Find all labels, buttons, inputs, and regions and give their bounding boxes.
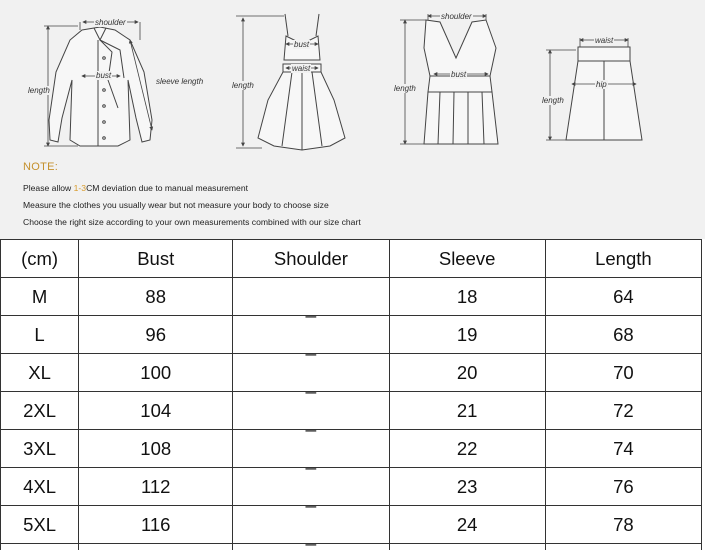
bust-cell: 112 — [79, 468, 233, 506]
note-line-1-highlight: 1-3 — [74, 183, 86, 193]
sleeve-cell: 18 — [389, 278, 545, 316]
note-line-3: Choose the right size according to your own measurements combined with our size chart — [23, 214, 703, 231]
shoulder-cell: _ — [233, 430, 389, 468]
note-line-1-suffix: CM deviation due to manual measurement — [86, 183, 248, 193]
shoulder-cell: _ — [233, 354, 389, 392]
dress-icon — [258, 14, 345, 150]
table-row — [1, 430, 702, 468]
blouse-shoulder-label: shoulder — [94, 18, 127, 27]
sleeve-cell: 22 — [389, 430, 545, 468]
length-cell: 64 — [545, 278, 701, 316]
length-cell: 74 — [545, 430, 701, 468]
skirt-icon — [566, 47, 642, 140]
cut-cell — [1, 544, 79, 550]
table-row — [1, 278, 702, 316]
header-length: Length — [545, 240, 701, 278]
size-cell: 2XL — [1, 392, 79, 430]
cut-cell — [389, 544, 545, 550]
blouse-sleeve-length-label: sleeve length — [155, 77, 204, 86]
bust-cell: 96 — [79, 316, 233, 354]
length-cell: 78 — [545, 506, 701, 544]
note-line-1 — [23, 180, 703, 197]
tank-shoulder-label: shoulder — [440, 12, 473, 21]
header-unit: (cm) — [1, 240, 79, 278]
bust-cell: 100 — [79, 354, 233, 392]
shoulder-cell: _ — [233, 506, 389, 544]
skirt-hip-label: hip — [595, 80, 608, 89]
table-row-cut-off — [1, 544, 702, 550]
skirt-waist-label: waist — [594, 36, 614, 45]
blouse-bust-label: bust — [95, 71, 112, 80]
note-line-1-prefix: Please allow — [23, 183, 74, 193]
sleeve-cell: 23 — [389, 468, 545, 506]
size-cell: L — [1, 316, 79, 354]
shoulder-cell: _ — [233, 316, 389, 354]
table-row — [1, 354, 702, 392]
blouse-length-label: length — [27, 86, 51, 95]
table-row — [1, 392, 702, 430]
dress-waist-label: waist — [291, 64, 311, 73]
bust-cell: 104 — [79, 392, 233, 430]
size-cell: 3XL — [1, 430, 79, 468]
length-cell: 72 — [545, 392, 701, 430]
bust-cell: 108 — [79, 430, 233, 468]
length-cell: 76 — [545, 468, 701, 506]
shoulder-cell: _ — [233, 392, 389, 430]
tank-length-label: length — [393, 84, 417, 93]
size-table — [0, 239, 702, 550]
table-header-row — [1, 240, 702, 278]
size-cell: 5XL — [1, 506, 79, 544]
size-cell: 4XL — [1, 468, 79, 506]
table-row — [1, 468, 702, 506]
length-cell: 68 — [545, 316, 701, 354]
bust-cell: 88 — [79, 278, 233, 316]
measurement-guide-panel — [0, 0, 705, 239]
shoulder-cell: _ — [233, 468, 389, 506]
skirt-length-label: length — [541, 96, 565, 105]
sleeve-cell: 20 — [389, 354, 545, 392]
dress-length-label: length — [231, 81, 255, 90]
cut-cell — [545, 544, 701, 550]
size-cell: XL — [1, 354, 79, 392]
table-row — [1, 506, 702, 544]
tank-bust-label: bust — [450, 70, 467, 79]
note-line-2: Measure the clothes you usually wear but not measure your body to choose size — [23, 197, 703, 214]
note-title: NOTE: — [23, 161, 703, 173]
blouse-icon — [49, 27, 152, 146]
header-sleeve: Sleeve — [389, 240, 545, 278]
note-block — [23, 161, 703, 231]
table-row — [1, 316, 702, 354]
length-cell: 70 — [545, 354, 701, 392]
sleeve-cell: 24 — [389, 506, 545, 544]
size-cell: M — [1, 278, 79, 316]
sleeve-cell: 19 — [389, 316, 545, 354]
cut-cell — [79, 544, 233, 550]
sleeve-cell: 21 — [389, 392, 545, 430]
dress-bust-label: bust — [293, 40, 310, 49]
shoulder-cell: _ — [233, 278, 389, 316]
tank-top-icon — [424, 20, 498, 144]
header-bust: Bust — [79, 240, 233, 278]
bust-cell: 116 — [79, 506, 233, 544]
header-shoulder: Shoulder — [233, 240, 389, 278]
